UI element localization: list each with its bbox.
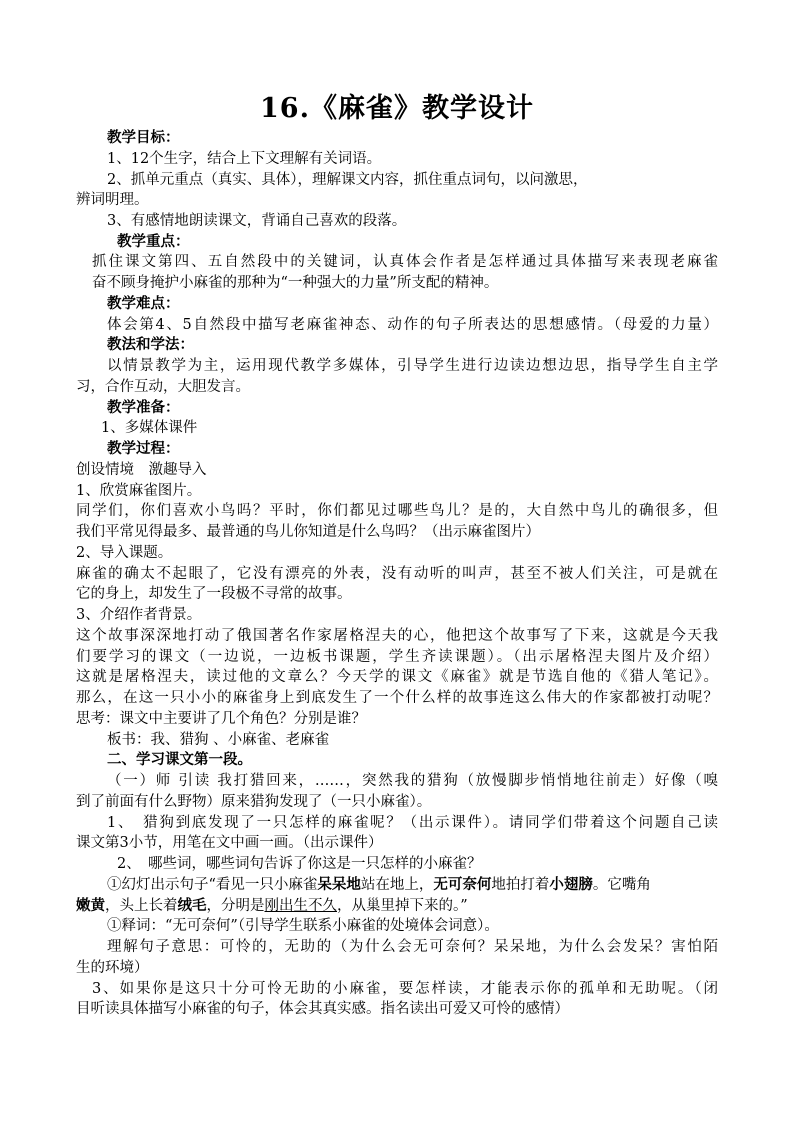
methods-line-1: 以情景教学为主，运用现代教学多媒体，引导学生进行边读边想边思，指导学生自主学 (107, 358, 718, 374)
goal-3: 3、有感情地朗读课文，背诵自己喜欢的段落。 (107, 213, 407, 229)
question-1-line-1: 1、 猎狗到底发现了一只怎样的麻雀呢？（出示课件）。请同学们带着这个问题自己读 (107, 815, 718, 831)
step-2-line-2: 它的身上，却发生了一段极不寻常的故事。 (76, 586, 352, 602)
slide-text: 地拍打着 (491, 877, 550, 893)
slide-text: ，从巢里掉下来的。” (337, 898, 468, 914)
understanding-line-1: 理解句子意思：可怜的，无助的（为什么会无可奈何？呆呆地，为什么会发呆？害怕陌 (107, 939, 718, 955)
difficulties-heading: 教学难点： (107, 295, 180, 312)
step-3-line-4: 那么，在这一只小小的麻雀身上到底发生了一个什么样的故事连这么伟大的作家都被打动呢？ (76, 690, 718, 706)
goal-2-line-2: 辨词明理。 (76, 192, 149, 208)
methods-line-2: 习，合作互动，大胆发言。 (76, 379, 250, 395)
step-1-heading: 1、欣赏麻雀图片。 (76, 483, 202, 499)
goal-2-line-1: 2、抓单元重点（真实、具体），理解课文内容，抓住重点词句，以问激思， (107, 172, 588, 188)
document-title: 16.《麻雀》教学设计 (260, 93, 534, 124)
word-explanation: ①释词：“无可奈何”（引导学生联系小麻雀的处境体会词意）。 (107, 918, 499, 934)
slide-text: 。它嘴角 (592, 877, 651, 893)
step-1-line-1: 同学们，你们喜欢小鸟吗？平时，你们都见过哪些鸟儿？是的，大自然中鸟儿的确很多，但 (76, 503, 718, 519)
preparation-item-1: 1、多媒体课件 (101, 420, 198, 436)
slide-text: 站在地上， (360, 877, 434, 893)
reading-line-1: （一）师 引读 我打猎回来，……，突然我的猎狗（放慢脚步悄悄地往前走）好像（嗅 (107, 773, 718, 789)
question-2: 2、 哪些词，哪些词句告诉了你这是一只怎样的小麻雀？ (117, 856, 482, 872)
keyword-xiaochibang: 小翅膀 (549, 876, 593, 893)
step-1-line-2: 我们平常见得最多、最普通的鸟儿你知道是什么鸟吗？（出示麻雀图片） (76, 524, 540, 540)
question-1-line-2: 课文第3小节，用笔在文中画一画。（出示课件） (76, 835, 383, 851)
process-heading: 教学过程： (107, 440, 180, 457)
part-2-heading: 二、学习课文第一段。 (107, 751, 252, 768)
step-3-line-3: 这就是屠格涅夫，读过他的文章么？今天学的课文《麻雀》就是节选自他的《猎人笔记》。 (76, 669, 718, 685)
goals-heading: 教学目标： (107, 129, 180, 146)
keyword-wukenaihe: 无可奈何 (433, 876, 492, 893)
step-3-line-2: 们要学习的课文（一边说，一边板书课题，学生齐读课题）。（出示屠格涅夫图片及介绍） (76, 649, 718, 665)
keyword-nenhuang: 嫩黄 (76, 897, 105, 914)
key-points-line-1: 抓住课文第四、五自然段中的关键词，认真体会作者是怎样通过具体描写来表现老麻雀 (92, 254, 718, 270)
goal-1: 1、12个生字，结合上下文理解有关词语。 (107, 151, 382, 167)
step-3-line-1: 这个故事深深地打动了俄国著名作家屠格涅夫的心，他把这个故事写了下来，这就是今天我 (76, 628, 718, 644)
keyword-rongmao: 绒毛 (177, 897, 207, 914)
step-3-line-5: 思考：课文中主要讲了几个角色？分别是谁？ (76, 711, 366, 727)
question-3-line-1: 3、如果你是这只十分可怜无助的小麻雀，要怎样读，才能表示你的孤单和无助呢。（闭 (92, 981, 718, 997)
understanding-line-2: 生的环境） (76, 960, 149, 976)
intro-step: 创设情境 激趣导入 (76, 462, 207, 478)
preparation-heading: 教学准备： (107, 399, 180, 416)
step-2-line-1: 麻雀的确太不起眼了，它没有漂亮的外表，没有动听的叫声，甚至不被人们关注，可是就在 (76, 566, 718, 582)
slide-text: ①幻灯出示句子“看见一只小麻雀 (107, 877, 318, 893)
slide-text: ，分明是 (206, 898, 265, 914)
step-2-heading: 2、导入课题。 (76, 545, 173, 561)
key-points-heading: 教学重点： (117, 233, 190, 250)
keyword-gangchusheng: 刚出生不久 (264, 898, 337, 914)
difficulties-text: 体会第4、5自然段中描写老麻雀神态、动作的句子所表达的思想感情。（母爱的力量） (107, 317, 718, 333)
key-points-line-2: 奋不顾身掩护小麻雀的那种为“一种强大的力量”所支配的精神。 (92, 275, 499, 291)
step-3-heading: 3、介绍作者背景。 (76, 607, 202, 623)
methods-heading: 教法和学法： (107, 336, 194, 353)
slide-text: ，头上长着 (105, 898, 178, 914)
slide-sentence-line-1 (107, 875, 651, 895)
keyword-daidai: 呆呆地 (317, 876, 361, 893)
slide-sentence-line-2 (76, 896, 468, 916)
reading-line-2: 到了前面有什么野物）原来猎狗发现了（一只小麻雀）。 (76, 794, 432, 810)
board-writing: 板书：我、猎狗 、小麻雀、老麻雀 (107, 732, 330, 748)
question-3-line-2: 目听读具体描写小麻雀的句子，体会其真实感。指名读出可爱又可怜的感情） (76, 1001, 569, 1017)
